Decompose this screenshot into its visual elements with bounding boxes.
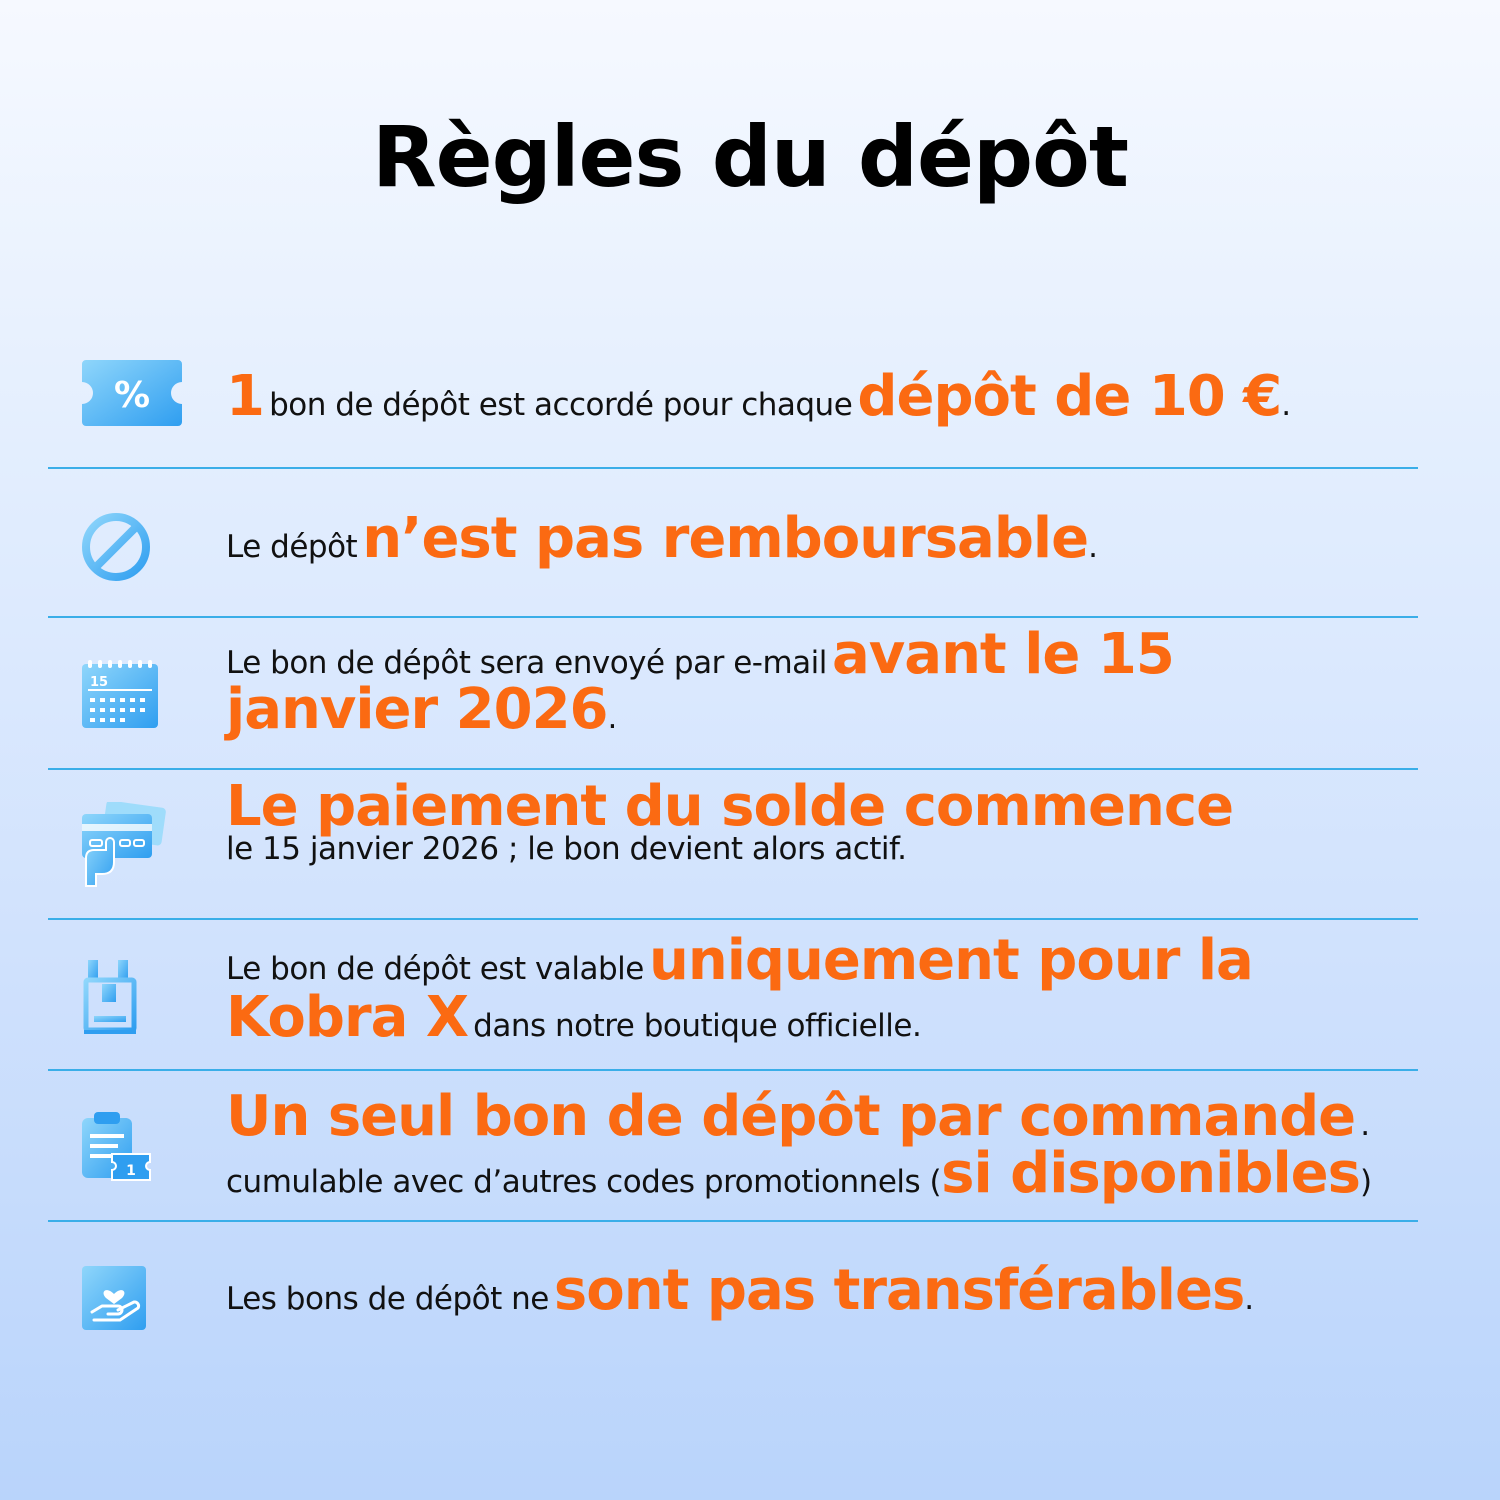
page-title: Règles du dépôt xyxy=(371,108,1129,206)
rule-highlight: n’est pas remboursable xyxy=(362,506,1089,571)
rule-text: bon de dépôt est accordé pour chaque xyxy=(269,387,853,423)
divider xyxy=(48,918,1418,920)
rule-highlight: sont pas transférables xyxy=(553,1258,1245,1323)
divider xyxy=(48,467,1418,469)
printer-3d-icon xyxy=(80,956,184,1040)
rule-highlight: avant le 15 xyxy=(831,622,1174,687)
clipboard-coupon-icon xyxy=(80,1110,184,1194)
rule-highlight: dépôt de 10 € xyxy=(857,364,1282,429)
rule-text: Le dépôt xyxy=(226,529,358,565)
rule-deposit-amount: 1 bon de dépôt est accordé pour chaque dépôt de 10 €. xyxy=(226,364,1291,429)
rule-highlight: janvier 2026 xyxy=(226,677,608,742)
voucher-count: 1 xyxy=(226,364,264,429)
calendar-icon xyxy=(80,658,184,742)
rule-balance-payment xyxy=(226,774,1466,867)
divider xyxy=(48,1220,1418,1222)
divider xyxy=(48,616,1418,618)
prohibited-icon xyxy=(80,511,184,595)
rule-text: dans notre boutique officielle. xyxy=(473,1008,922,1044)
rule-product-validity xyxy=(226,928,1466,1050)
rule-one-per-order: Un seul bon de dépôt par commande . cumulable avec d’autres codes promotionnels (si disponibles) xyxy=(226,1084,1372,1206)
rule-non-transferable: Les bons de dépôt ne sont pas transférables. xyxy=(226,1258,1254,1323)
rule-text: le 15 janvier 2026 ; le bon devient alors actif. xyxy=(226,831,907,867)
rule-text: Le bon de dépôt sera envoyé par e-mail xyxy=(226,645,827,681)
divider xyxy=(48,768,1418,770)
product-name: Kobra X xyxy=(226,985,469,1050)
rule-highlight: uniquement pour la xyxy=(648,928,1253,993)
rule-non-refundable: Le dépôt n’est pas remboursable. xyxy=(226,506,1098,571)
rule-email-date: Le bon de dépôt sera envoyé par e-mail avant le 15 janvier 2026. xyxy=(226,622,1174,742)
card-payment-icon xyxy=(80,802,184,886)
rule-highlight: Un seul bon de dépôt par commande xyxy=(226,1084,1356,1149)
rule-text: cumulable avec d’autres codes promotionnels ( xyxy=(226,1164,942,1200)
divider xyxy=(48,1069,1418,1071)
svg-text:15: 15 xyxy=(90,675,109,690)
rule-highlight: si disponibles xyxy=(941,1141,1360,1206)
rule-text: Le bon de dépôt est valable xyxy=(226,951,644,987)
percent-ticket-icon xyxy=(80,358,184,442)
rule-text: Les bons de dépôt ne xyxy=(226,1281,549,1317)
rule-highlight: Le paiement du solde commence xyxy=(226,774,1234,839)
hand-heart-icon xyxy=(80,1264,184,1348)
svg-text:%: % xyxy=(113,375,151,416)
svg-text:1: 1 xyxy=(126,1163,136,1179)
